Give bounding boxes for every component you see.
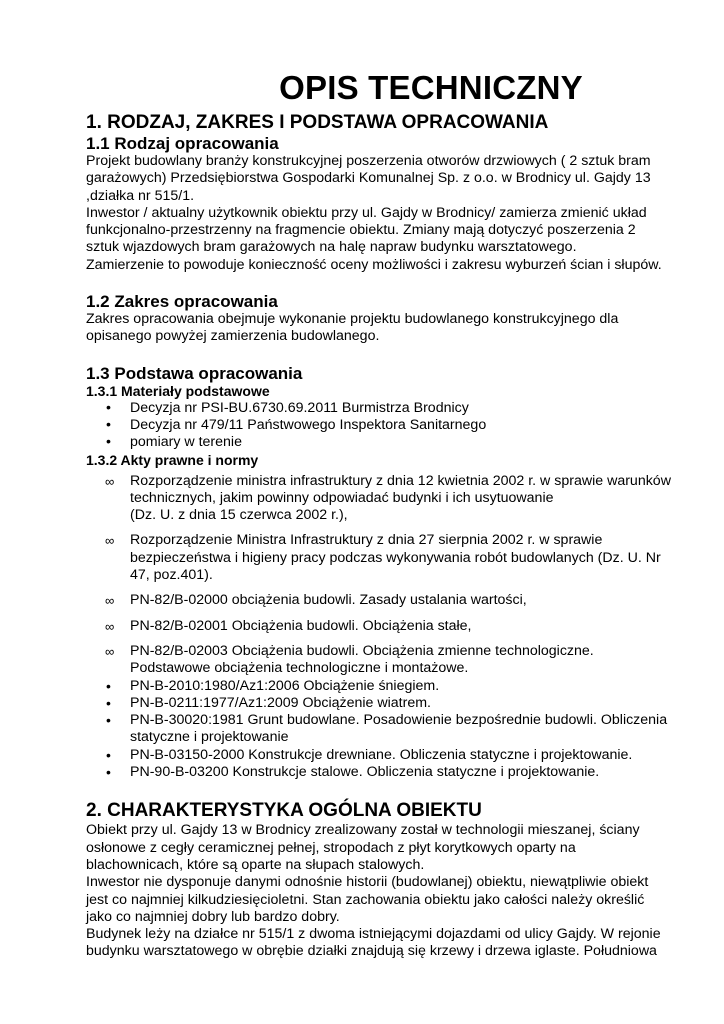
text-line: blachownicach, które są oparte na słupach stalowych.	[86, 856, 425, 873]
section-1-3-1-heading: 1.3.1 Materiały podstawowe	[86, 382, 270, 399]
bullet-marker: •	[106, 764, 111, 781]
text-line: Zamierzenie to powoduje konieczność oceny możliwości i zakresu wyburzeń ścian i słupów.	[86, 256, 662, 273]
infinity-marker: ∞	[105, 618, 115, 634]
text-line: budynku warsztatowego w obrębie działki znajdują się krzewy i drzewa iglaste. Południowa	[86, 943, 657, 960]
infinity-marker: ∞	[105, 533, 115, 549]
text-line: Budynek leży na działce nr 515/1 z dwoma istniejącymi dojazdami od ulicy Gajdy. W rejonie	[86, 926, 661, 943]
section-1-1-heading: 1.1 Rodzaj opracowania	[86, 134, 279, 153]
text-line: ,działka nr 515/1.	[86, 187, 195, 204]
section-1-3-2-heading: 1.3.2 Akty prawne i normy	[86, 451, 259, 468]
text-line: sztuk wjazdowych bram garażowych na halę napraw budynku warsztatowego.	[86, 239, 577, 256]
text-line: Zakres opracowania obejmuje wykonanie projektu budowlanego konstrukcyjnego dla	[86, 311, 619, 328]
bullet-marker: •	[106, 399, 111, 416]
text-line: osłonowe z cegły ceramicznej pełnej, stropodach z płyt korytkowych oparty na	[86, 839, 576, 856]
list-item: • Decyzja nr PSI-BU.6730.69.2011 Burmistrza Brodnicy	[106, 399, 469, 416]
section-1-2-text	[86, 311, 686, 346]
list-item: • PN-90-B-03200 Konstrukcje stalowe. Obliczenia statyczne i projektowanie.	[106, 764, 600, 781]
document-page	[86, 68, 686, 961]
text-line: funkcjonalno-przestrzenny na fragmencie obiektu. Zmiany mają dotyczyć poszerzenia 2	[86, 222, 636, 239]
section-2-text	[86, 822, 686, 960]
infinity-marker: ∞	[105, 593, 115, 609]
list-item: ∞ PN-82/B-02000 obciążenia budowli. Zasady ustalania wartości,	[105, 592, 527, 609]
section-1-3-heading: 1.3 Podstawa opracowania	[86, 363, 303, 383]
bullet-marker: •	[106, 746, 111, 763]
text-line: Inwestor / aktualny użytkownik obiektu przy ul. Gajdy w Brodnicy/ zamierza zmienić układ	[86, 204, 647, 221]
bullet-marker: •	[106, 694, 111, 711]
list-item: • Decyzja nr 479/11 Państwowego Inspektora Sanitarnego	[106, 416, 487, 433]
text-line: opisanego powyżej zamierzenia budowlanego.	[86, 328, 380, 345]
text-line: garażowych) Przedsiębiorstwa Gospodarki Komunalnej Sp. z o.o. w Brodnicy ul. Gajdy 13	[86, 170, 651, 187]
bullet-marker: •	[106, 416, 111, 433]
text-line: jest co najmniej kilkudziesięcioletni. Stan zachowania obiektu jako całości należy określić	[86, 891, 645, 908]
bullet-marker: •	[106, 712, 111, 729]
list-item: ∞ Rozporządzenie Ministra Infrastruktury z dnia 27 sierpnia 2002 r. w sprawie bezpieczeństwa i higieny pracy podczas wykonywania robót budowlanych (Dz. U. Nr 47, poz.401).	[105, 532, 661, 584]
bullet-marker: •	[106, 677, 111, 694]
section-2-heading: 2. CHARAKTERYSTYKA OGÓLNA OBIEKTU	[86, 800, 482, 822]
list-item: ∞ PN-82/B-02001 Obciążenia budowli. Obciążenia stałe,	[105, 617, 472, 634]
text-line: Obiekt przy ul. Gajdy 13 w Brodnicy zrealizowany został w technologii mieszanej, ściany	[86, 822, 640, 839]
list-item: • pomiary w terenie	[106, 434, 242, 451]
list-item: • PN-B-2010:1980/Az1:2006 Obciążenie śniegiem.	[106, 677, 440, 694]
infinity-marker: ∞	[105, 643, 115, 659]
section-1-heading: 1. RODZAJ, ZAKRES I PODSTAWA OPRACOWANIA	[86, 112, 549, 133]
text-line: jako co najmniej dobry lub bardzo dobry.	[86, 908, 340, 925]
materials-list	[86, 400, 686, 452]
section-1-1-text	[86, 153, 686, 274]
list-item: ∞ Rozporządzenie ministra infrastruktury z dnia 12 kwietnia 2002 r. w sprawie warunków technicznych, jakim powinny odpowiadać budynki i ich usytuowanie (Dz. U. z dnia 15 czerwca 2002 r.),	[105, 472, 671, 524]
list-item: • PN-B-03150-2000 Konstrukcje drewniane. Obliczenia statyczne i projektowanie.	[106, 746, 633, 763]
infinity-marker: ∞	[105, 473, 115, 489]
bullet-marker: •	[106, 434, 111, 451]
text-line: Inwestor nie dysponuje danymi odnośnie historii (budowlanej) obiektu, niewątpliwie obiekt	[86, 874, 649, 891]
text-line: Projekt budowlany branży konstrukcyjnej poszerzenia otworów drzwiowych ( 2 sztuk bram	[86, 153, 651, 169]
list-item: ∞ PN-82/B-02003 Obciążenia budowli. Obciążenia zmienne technologiczne. Podstawowe obciążenia technologiczne i montażowe.	[105, 642, 594, 677]
list-item: • PN-B-0211:1977/Az1:2009 Obciążenie wiatrem.	[106, 694, 431, 711]
legal-acts-list	[86, 473, 686, 782]
section-1-2-heading: 1.2 Zakres opracowania	[86, 292, 278, 312]
document-title: OPIS TECHNICZNY	[279, 69, 583, 106]
list-item: • PN-B-30020:1981 Grunt budowlane. Posadowienie bezpośrednie budowli. Obliczenia statyczne i projektowanie	[106, 712, 668, 746]
